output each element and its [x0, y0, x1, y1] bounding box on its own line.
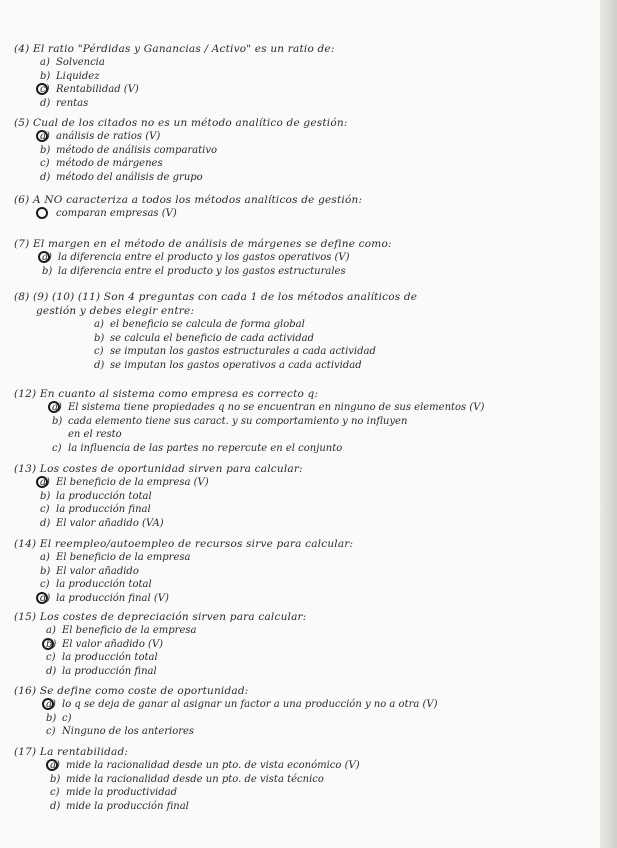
- option-text: c): [62, 712, 72, 724]
- page-edge-shadow: [600, 0, 617, 848]
- option-letter: d): [40, 171, 51, 183]
- option-letter: d): [50, 800, 61, 812]
- option-letter: b): [40, 490, 51, 502]
- answer-option: [14, 428, 574, 442]
- answer-option: [14, 97, 574, 111]
- question-stem: (7) El margen en el método de análisis de márgenes se define como:: [14, 238, 392, 250]
- question-stem: (12) En cuanto al sistema como empresa es correcto q:: [14, 388, 319, 400]
- option-text: método de márgenes: [56, 158, 163, 169]
- option-text: lo q se deja de ganar al asignar un factor a una producción y no a otra (V): [62, 699, 438, 710]
- question-1: [14, 42, 574, 110]
- answer-option: [14, 578, 574, 592]
- answer-option: [14, 345, 574, 359]
- option-text: cada elemento tiene sus caract. y su comportamiento y no influyen: [68, 415, 408, 427]
- question-stem: (8) (9) (10) (11) Son 4 preguntas con cada 1 de los métodos analíticos de: [14, 291, 418, 303]
- question-5: [14, 290, 574, 372]
- option-letter: c): [46, 652, 56, 663]
- answer-option: [14, 318, 574, 332]
- option-text: análisis de ratios (V): [56, 131, 161, 142]
- option-text: la producción final: [62, 665, 157, 677]
- answer-option: [14, 415, 574, 429]
- answer-option: [14, 665, 574, 679]
- answer-option: [14, 171, 574, 185]
- answer-option: [14, 551, 574, 565]
- answer-option: [14, 786, 574, 800]
- option-letter: a): [40, 477, 50, 488]
- answer-option: [14, 476, 574, 490]
- option-letter: a): [52, 402, 62, 413]
- answer-option: [14, 517, 574, 531]
- circled-answer-icon: [48, 401, 60, 413]
- answer-option: [14, 401, 574, 415]
- answer-option: [14, 638, 574, 652]
- option-letter: b): [52, 415, 63, 427]
- option-letter: c): [40, 579, 50, 590]
- circled-answer-icon: [36, 476, 48, 488]
- option-letter: d): [46, 665, 57, 677]
- answer-option: [14, 651, 574, 665]
- option-text: mide la producción final: [66, 800, 189, 812]
- answer-option: [14, 332, 574, 346]
- question-stem: (14) El reempleo/autoempleo de recursos sirve para calcular:: [14, 538, 354, 550]
- option-letter: b): [50, 773, 61, 785]
- question-stem-continued: gestión y debes elegir entre:: [36, 305, 195, 317]
- option-text: la influencia de las partes no repercute en el conjunto: [68, 442, 343, 454]
- option-text: en el resto: [68, 429, 122, 440]
- option-letter: a): [42, 252, 52, 263]
- option-letter: c): [40, 84, 50, 95]
- question-stem: (15) Los costes de depreciación sirven para calcular:: [14, 611, 307, 623]
- question-stem: (16) Se define como coste de oportunidad:: [14, 685, 249, 697]
- option-text: Solvencia: [56, 57, 105, 68]
- option-letter: a): [46, 625, 56, 636]
- option-letter: d): [40, 97, 51, 109]
- answer-option: [14, 144, 574, 158]
- answer-option: [14, 359, 574, 373]
- option-text: la producción total: [62, 652, 158, 663]
- answer-option: [14, 725, 574, 739]
- option-letter: b): [40, 565, 51, 577]
- circled-answer-icon: [38, 251, 50, 263]
- question-9: [14, 610, 574, 678]
- option-text: la diferencia entre el producto y los gastos operativos (V): [58, 252, 350, 263]
- option-text: El valor añadido (V): [62, 638, 164, 650]
- option-letter: b): [40, 70, 51, 82]
- option-text: la diferencia entre el producto y los gastos estructurales: [58, 265, 346, 277]
- answer-option: [14, 265, 574, 279]
- question-stem: (4) El ratio "Pérdidas y Ganancias / Activo" es un ratio de:: [14, 43, 335, 55]
- circled-answer-icon: [36, 130, 48, 142]
- question-8: [14, 537, 574, 605]
- answer-option: [14, 712, 574, 726]
- question-10: [14, 684, 574, 739]
- option-text: El beneficio de la empresa: [62, 625, 197, 636]
- option-text: El valor añadido (VA): [56, 517, 164, 529]
- option-text: Ninguno de los anteriores: [62, 726, 195, 737]
- option-text: comparan empresas (V): [56, 208, 177, 219]
- option-text: El beneficio de la empresa: [56, 552, 191, 563]
- option-letter: a): [46, 699, 56, 710]
- answer-option: [14, 56, 574, 70]
- option-letter: a): [40, 552, 50, 563]
- question-stem: (6) A NO caracteriza a todos los métodos analíticos de gestión:: [14, 194, 363, 206]
- option-text: rentas: [56, 97, 89, 109]
- option-text: la producción total: [56, 490, 152, 502]
- option-text: la producción final: [56, 504, 151, 515]
- answer-option: [14, 490, 574, 504]
- circled-answer-icon: [42, 638, 54, 650]
- answer-option: [14, 157, 574, 171]
- option-letter: b): [42, 265, 53, 277]
- option-letter: c): [50, 787, 60, 798]
- option-letter: c): [40, 158, 50, 169]
- option-text: se imputan los gastos estructurales a cada actividad: [110, 346, 376, 357]
- answer-option: [14, 83, 574, 97]
- option-letter: c): [40, 504, 50, 515]
- option-letter: c): [46, 726, 56, 737]
- option-letter: b): [94, 332, 105, 344]
- question-stem: (5) Cual de los citados no es un método analítico de gestión:: [14, 117, 348, 129]
- option-text: mide la racionalidad desde un pto. de vista técnico: [66, 773, 324, 785]
- circled-answer-icon: [36, 83, 48, 95]
- option-letter: a): [94, 319, 104, 330]
- question-3: [14, 193, 574, 221]
- answer-option: [14, 207, 574, 221]
- option-text: El beneficio de la empresa (V): [56, 477, 209, 488]
- question-2: [14, 116, 574, 184]
- option-text: mide la racionalidad desde un pto. de vista económico (V): [66, 760, 360, 771]
- option-letter: c): [52, 442, 62, 454]
- answer-option: [14, 698, 574, 712]
- answer-option: [14, 800, 574, 814]
- option-text: El valor añadido: [56, 565, 139, 577]
- circled-answer-icon: [36, 207, 48, 219]
- answer-option: [14, 624, 574, 638]
- option-text: mide la productividad: [66, 787, 177, 798]
- answer-option: [14, 592, 574, 606]
- answer-option: [14, 773, 574, 787]
- option-text: el beneficio se calcula de forma global: [110, 319, 305, 330]
- option-letter: a): [40, 57, 50, 68]
- question-4: [14, 237, 574, 278]
- option-text: se imputan los gastos operativos a cada actividad: [110, 359, 362, 371]
- answer-option: [14, 503, 574, 517]
- option-letter: d): [94, 359, 105, 371]
- option-letter: d): [40, 517, 51, 529]
- circled-answer-icon: [36, 592, 48, 604]
- option-text: Rentabilidad (V): [56, 84, 139, 95]
- answer-option: [14, 759, 574, 773]
- option-text: se calcula el beneficio de cada actividad: [110, 332, 315, 344]
- question-stem: (17) La rentabilidad:: [14, 746, 129, 758]
- option-text: El sistema tiene propiedades q no se encuentran en ninguno de sus elementos (V): [68, 402, 485, 413]
- circled-answer-icon: [42, 698, 54, 710]
- answer-option: [14, 130, 574, 144]
- option-text: la producción total: [56, 579, 152, 590]
- answer-option: [14, 565, 574, 579]
- question-7: [14, 462, 574, 530]
- option-text: la producción final (V): [56, 592, 169, 604]
- answer-option: [14, 70, 574, 84]
- question-6: [14, 387, 574, 455]
- answer-option: [14, 442, 574, 456]
- option-letter: b): [40, 144, 51, 156]
- option-letter: b): [46, 712, 57, 724]
- option-text: método de análisis comparativo: [56, 144, 218, 156]
- option-text: método del análisis de grupo: [56, 171, 203, 183]
- answer-option: [14, 251, 574, 265]
- option-text: Liquidez: [56, 70, 100, 82]
- option-letter: b): [46, 638, 57, 650]
- question-stem: (13) Los costes de oportunidad sirven para calcular:: [14, 463, 303, 475]
- option-letter: a): [50, 760, 60, 771]
- circled-answer-icon: [46, 759, 58, 771]
- option-letter: c): [94, 346, 104, 357]
- option-letter: d): [40, 592, 51, 604]
- option-letter: a): [40, 131, 50, 142]
- question-11: [14, 745, 574, 813]
